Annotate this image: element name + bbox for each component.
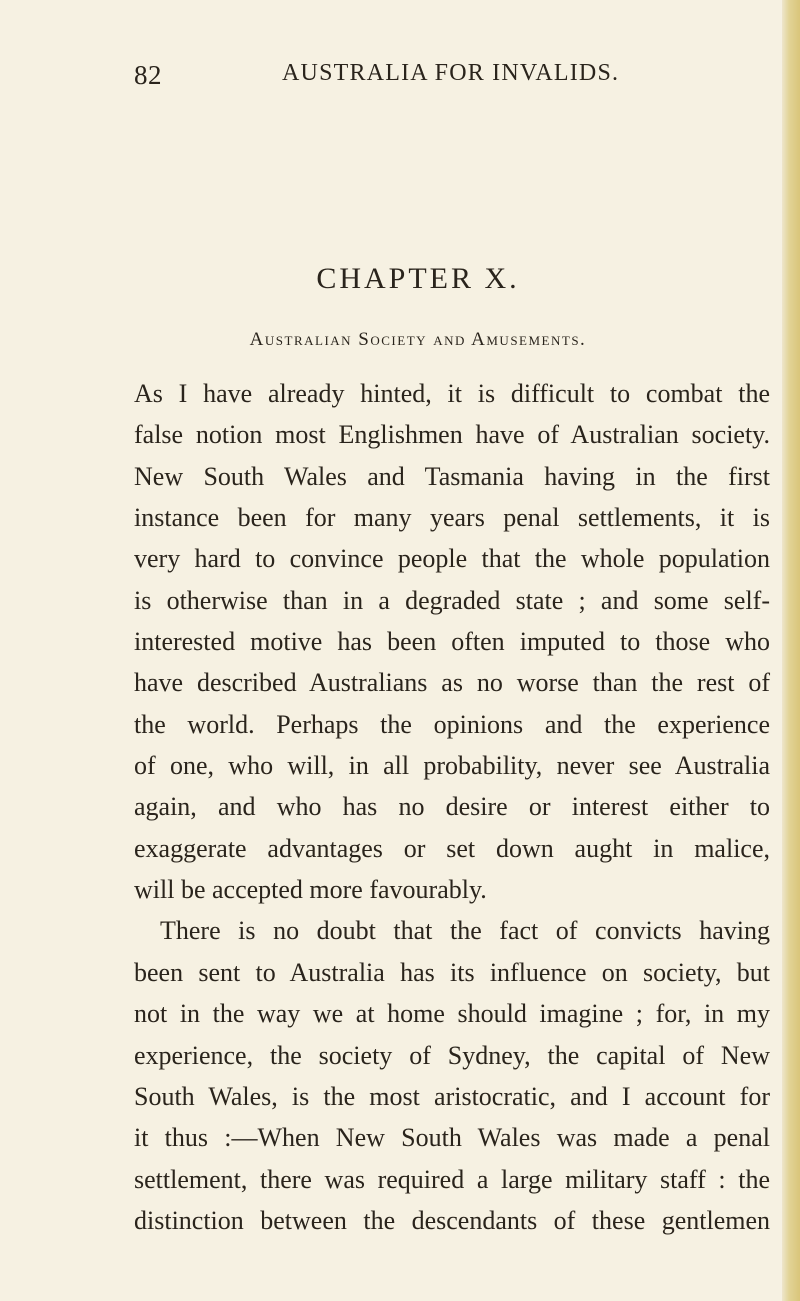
body-text xyxy=(134,373,770,1241)
text-line: again, and who has no desire or interest either to xyxy=(134,792,770,822)
text-line: exaggerate advantages or set down aught in malice, xyxy=(134,833,770,863)
text-line: the world. Perhaps the opinions and the experience xyxy=(134,709,770,739)
text-line: There is no doubt that the fact of convicts having xyxy=(160,916,770,946)
text-line: have described Australians as no worse than the rest of xyxy=(134,668,770,698)
text-line: of one, who will, in all probability, never see Australia xyxy=(134,751,770,781)
text-line: not in the way we at home should imagine ; for, in my xyxy=(134,999,770,1029)
text-line: experience, the society of Sydney, the capital of New xyxy=(134,1040,770,1070)
text-line: As I have already hinted, it is difficult to combat the xyxy=(134,379,770,408)
text-line: settlement, there was required a large military staff : the xyxy=(134,1164,770,1194)
text-line: interested motive has been often imputed to those who xyxy=(134,627,770,657)
text-line: it thus :—When New South Wales was made a penal xyxy=(134,1123,770,1153)
running-title: AUSTRALIA FOR INVALIDS. xyxy=(282,60,620,86)
page-edge xyxy=(782,0,800,1301)
chapter-heading: CHAPTER X. xyxy=(316,262,520,295)
chapter-subtitle: Australian Society and Amusements. xyxy=(249,329,587,350)
text-line: South Wales, is the most aristocratic, and I account for xyxy=(134,1081,770,1111)
text-line: false notion most Englishmen have of Australian society. xyxy=(134,420,770,450)
text-line: very hard to convince people that the whole population xyxy=(134,544,770,574)
text-line: distinction between the descendants of these gentlemen xyxy=(134,1205,770,1235)
text-line: will be accepted more favourably. xyxy=(134,875,487,905)
page-number: 82 xyxy=(134,60,162,90)
text-line: instance been for many years penal settlements, it is xyxy=(134,503,770,533)
running-head xyxy=(134,60,774,100)
text-line: been sent to Australia has its influence on society, but xyxy=(134,957,770,987)
text-line: is otherwise than in a degraded state ; and some self- xyxy=(134,585,770,615)
text-line: New South Wales and Tasmania having in the first xyxy=(134,461,770,491)
